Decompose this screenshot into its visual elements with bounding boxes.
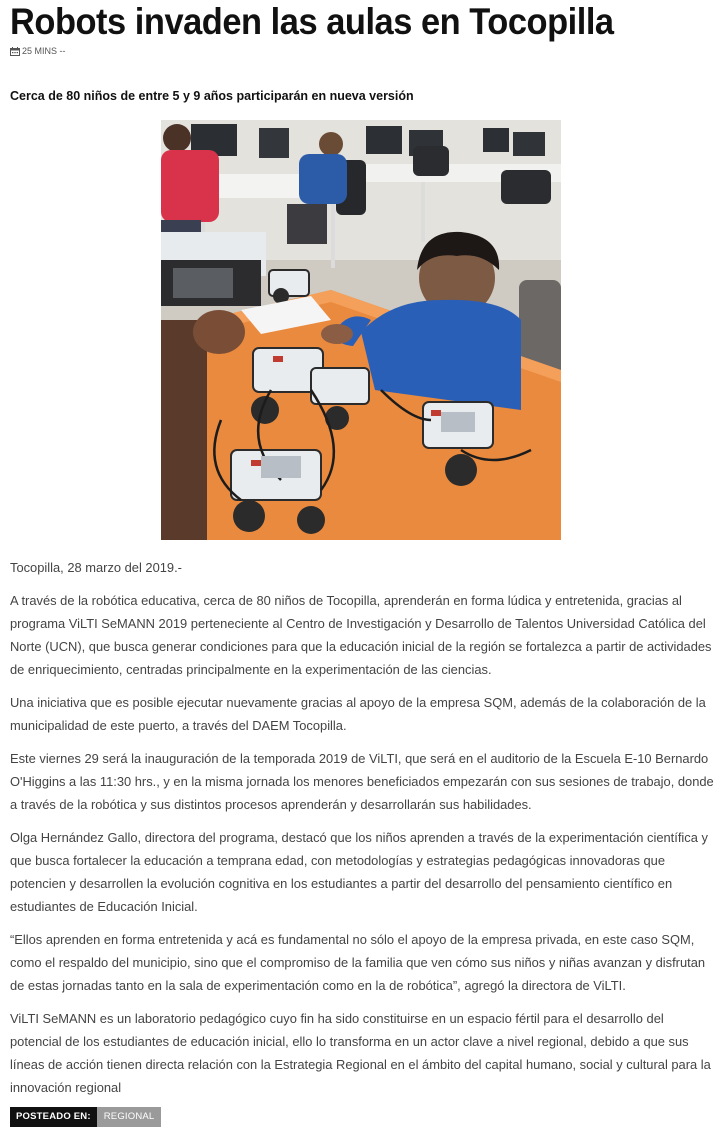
paragraph: Olga Hernández Gallo, directora del programa, destacó que los niños aprenden a través de la experimentación científica y que busca fortalecer la educación a temprana edad, con metodologías y estrategias pedagógicas innovadoras que potencien y desarrollen la evolución cognitiva en los estudiantes a partir del desarrollo del pensamiento científico en estudiantes de Educación Inicial. [10, 830, 708, 914]
calendar-icon [10, 47, 20, 56]
article-body [10, 556, 714, 1109]
photo-icon [161, 120, 561, 540]
article-meta [10, 44, 714, 58]
article [10, 0, 714, 1122]
paragraph: “Ellos aprenden en forma entretenida y acá es fundamental no sólo el apoyo de la empresa privada, en este caso SQM, como el respaldo del municipio, sino que el compromiso de la familia que ven cómo sus niños y niñas avanzan y disfrutan de estas jornadas tanto en la sala de experimentación como en la de robótica”, agregó la directora de ViLTI. [10, 932, 706, 993]
category-link-regional[interactable]: REGIONAL [97, 1107, 162, 1127]
paragraph: Este viernes 29 será la inauguración de la temporada 2019 de ViLTI, que será en el auditorio de la Escuela E-10 Bernardo O'Higgins a las 11:30 hrs., y en la misma jornada los menores beneficiados empezarán con sus sesiones de trabajo, donde a través de la robótica y sus distintos procesos aprenderán y desarrollarán sus habilidades. [10, 751, 714, 812]
posted-in-label: POSTEADO EN: [10, 1107, 97, 1127]
paragraph: ViLTI SeMANN es un laboratorio pedagógico cuyo fin ha sido constituirse en un espacio fértil para el desarrollo del potencial de los estudiantes de educación inicial, ello lo transforma en un actor clave a nivel regional, debido a que sus líneas de acción tienen directa relación con la Estrategia Regional en el ámbito del capital humano, social y cultural para la innovación regional [10, 1011, 711, 1095]
paragraph: Una iniciativa que es posible ejecutar nuevamente gracias al apoyo de la empresa SQM, además de la colaboración de la municipalidad de este puerto, a través del DAEM Tocopilla. [10, 695, 706, 733]
article-subtitle: Cerca de 80 niños de entre 5 y 9 años participarán en nueva versión [10, 89, 414, 103]
post-tags [10, 1107, 161, 1127]
paragraph: Tocopilla, 28 marzo del 2019.- [10, 560, 182, 575]
article-title: Robots invaden las aulas en Tocopilla [10, 1, 614, 42]
reading-time: 25 MINS -- [22, 46, 66, 56]
paragraph: A través de la robótica educativa, cerca de 80 niños de Tocopilla, aprenderán en forma lúdica y entretenida, gracias al programa ViLTI SeMANN 2019 perteneciente al Centro de Investigación y Desarrollo de Talentos Universidad Católica del Norte (UCN), que busca generar condiciones para que la educación inicial de la región se fortalezca a partir de actividades de enriquecimiento, centradas principalmente en la experimentación de las ciencias. [10, 593, 712, 677]
article-photo [161, 120, 561, 540]
